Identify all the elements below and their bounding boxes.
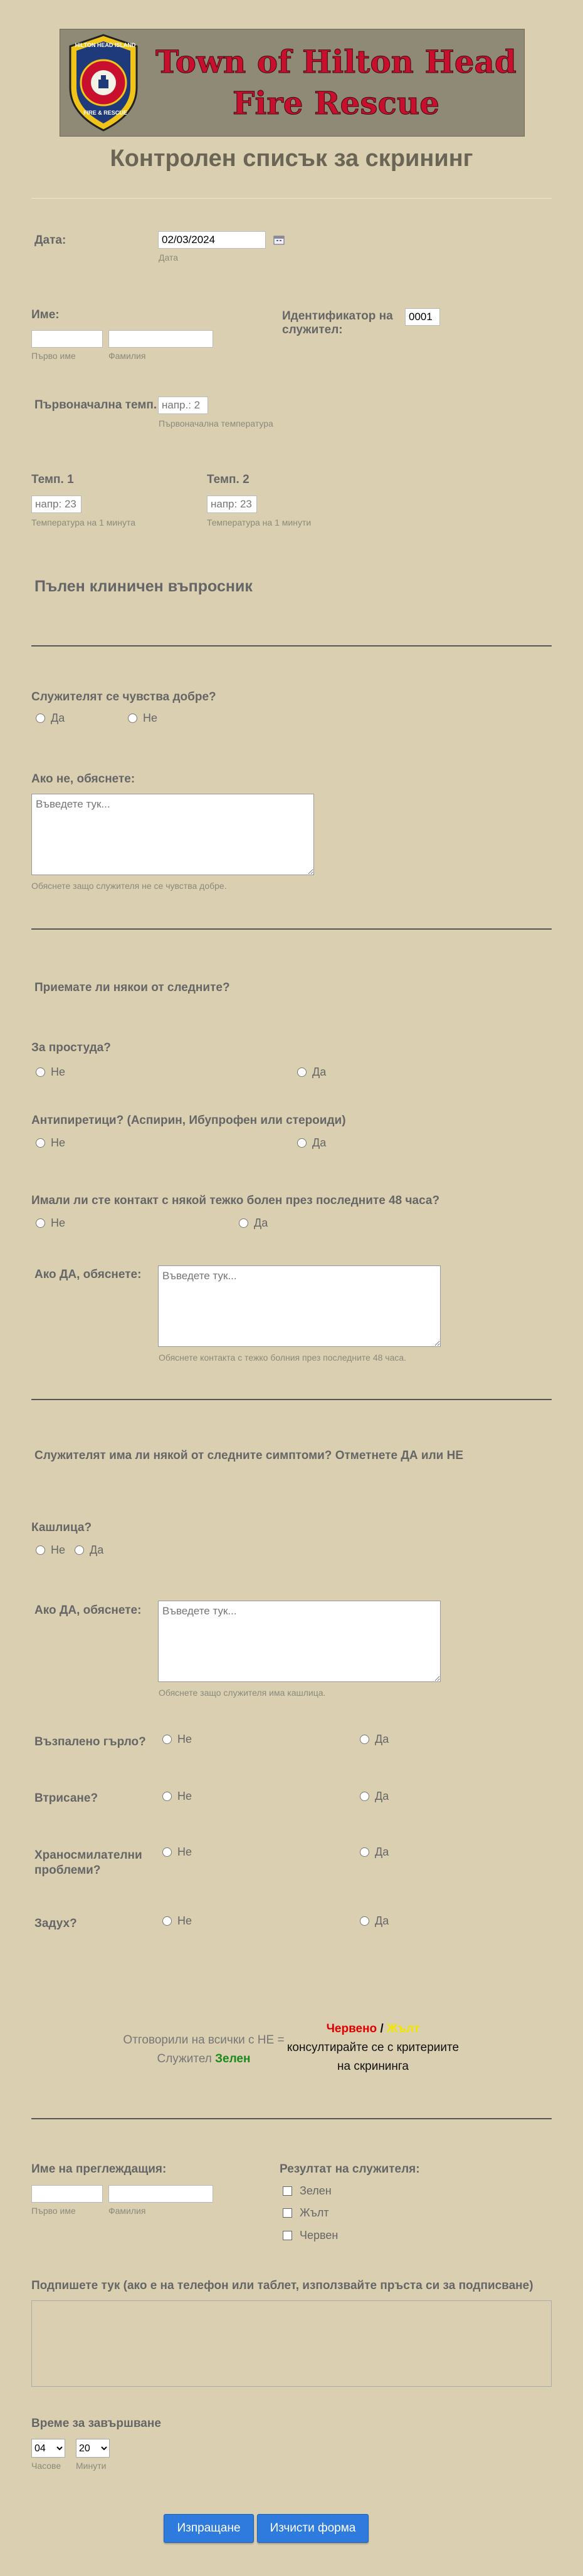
- radio-circle[interactable]: [239, 1218, 248, 1228]
- cold-no-radio[interactable]: [36, 1066, 65, 1079]
- radio-circle[interactable]: [36, 1138, 45, 1148]
- checkbox-box[interactable]: [283, 2208, 292, 2218]
- sore-throat-label: Възпалено гърло?: [34, 1735, 146, 1748]
- radio-circle[interactable]: [36, 1218, 45, 1228]
- radio-label: Да: [51, 712, 65, 724]
- date-input[interactable]: [158, 231, 266, 249]
- contact-explain-textarea[interactable]: [158, 1265, 441, 1347]
- temp1-sublabel: Температура на 1 минута: [31, 517, 135, 527]
- if-not-label: Ако не, обяснете:: [31, 772, 135, 786]
- radio-label: Да: [375, 1733, 389, 1745]
- banner-line-1: Town of Hilton Head: [155, 43, 517, 80]
- breath-no-radio[interactable]: [162, 1914, 192, 1928]
- divider: [31, 2118, 552, 2119]
- banner-line-2: Fire Rescue: [232, 85, 440, 122]
- hour-sublabel: Часове: [31, 2461, 61, 2471]
- cough-yes-radio[interactable]: [75, 1544, 103, 1557]
- reviewer-last-sublabel: Фамилия: [108, 2206, 146, 2216]
- employee-id-input[interactable]: [405, 308, 440, 326]
- contact-explain-sublabel: Обяснете контакта с тежко болния през последните 48 часа.: [159, 1353, 407, 1363]
- result-red-checkbox[interactable]: [283, 2229, 338, 2242]
- first-name-input[interactable]: [31, 330, 103, 348]
- radio-label: Да: [375, 1914, 389, 1927]
- section-symptoms-heading: Служителят има ли някой от следните симптоми? Отметнете ДА или НЕ: [34, 1449, 464, 1462]
- radio-label: Не: [177, 1733, 192, 1745]
- reviewer-first-sublabel: Първо име: [31, 2206, 76, 2216]
- summary-green-text: Зелен: [215, 2052, 251, 2065]
- if-not-sublabel: Обяснете защо служителя не се чувства добре.: [31, 881, 227, 891]
- signature-pad[interactable]: [31, 2300, 552, 2387]
- radio-circle[interactable]: [162, 1735, 172, 1744]
- summary-slash: /: [380, 2022, 384, 2035]
- radio-label: Да: [312, 1066, 327, 1078]
- employee-id-label: Идентификатор на служител:: [282, 309, 393, 336]
- digestive-yes-radio[interactable]: [360, 1846, 389, 1859]
- summary-right-line3: на скрининга: [337, 2060, 409, 2073]
- radio-label: Да: [90, 1544, 104, 1556]
- checkbox-label: Зелен: [300, 2184, 332, 2197]
- radio-circle[interactable]: [360, 1735, 369, 1744]
- radio-label: Да: [254, 1217, 268, 1229]
- cold-yes-radio[interactable]: [297, 1066, 326, 1079]
- logo-text-top: HILTON HEAD ISLAND: [75, 42, 136, 48]
- page-title: Контролен списък за скрининг: [110, 145, 473, 172]
- chills-no-radio[interactable]: [162, 1790, 192, 1803]
- summary-red-text: Червено: [326, 2022, 377, 2035]
- radio-circle[interactable]: [360, 1792, 369, 1801]
- last-name-sublabel: Фамилия: [108, 351, 146, 361]
- antipyretics-label: Антипиретици? (Аспирин, Ибупрофен или стероиди): [31, 1114, 346, 1127]
- completion-label: Време за завършване: [31, 2417, 161, 2430]
- logo-text-bottom: FIRE & RESCUE: [83, 110, 127, 116]
- radio-label: Не: [51, 1136, 66, 1149]
- divider: [31, 1399, 552, 1400]
- submit-button[interactable]: Изпращане: [164, 2514, 254, 2543]
- initial-temp-sublabel: Първоначална температура: [159, 418, 273, 428]
- first-name-sublabel: Първо име: [31, 351, 76, 361]
- checkbox-box[interactable]: [283, 2186, 292, 2196]
- cough-explain-label: Ако ДА, обяснете:: [34, 1604, 142, 1617]
- cough-label: Кашлица?: [31, 1521, 92, 1534]
- feels-well-yes-radio[interactable]: [36, 712, 65, 725]
- radio-label: Да: [375, 1846, 389, 1858]
- radio-label: Не: [51, 1066, 66, 1078]
- radio-circle[interactable]: [360, 1916, 369, 1926]
- feels-well-label: Служителят се чувства добре?: [31, 690, 216, 704]
- radio-circle[interactable]: [162, 1916, 172, 1926]
- divider: [31, 928, 552, 930]
- contact-explain-label: Ако ДА, обяснете:: [34, 1268, 142, 1281]
- summary-right-line1: [282, 2020, 464, 2038]
- radio-circle[interactable]: [297, 1138, 307, 1148]
- radio-label: Не: [51, 1217, 66, 1229]
- last-name-input[interactable]: [108, 330, 213, 348]
- summary-right-line2: консултирайте се с критериите: [286, 2041, 460, 2054]
- radio-label: Не: [177, 1790, 192, 1802]
- summary-left: [119, 2031, 288, 2069]
- minute-select[interactable]: [76, 2439, 110, 2458]
- radio-label: Да: [375, 1790, 389, 1802]
- reviewer-label: Име на преглеждащия:: [31, 2163, 167, 2176]
- sore-throat-no-radio[interactable]: [162, 1733, 192, 1746]
- minute-sublabel: Минути: [76, 2461, 107, 2471]
- name-label: Име:: [31, 308, 60, 321]
- result-yellow-checkbox[interactable]: [283, 2206, 329, 2220]
- chills-yes-radio[interactable]: [360, 1790, 389, 1803]
- digestive-label: Храносмилателни проблеми?: [34, 1849, 142, 1877]
- result-label: Резултат на служителя:: [280, 2163, 420, 2176]
- summary-left-prefix: Служител: [157, 2052, 212, 2065]
- contact-yes-radio[interactable]: [239, 1217, 268, 1230]
- checkbox-label: Червен: [300, 2229, 339, 2241]
- temp2-sublabel: Температура на 1 минути: [207, 517, 312, 527]
- contact-no-radio[interactable]: [36, 1217, 65, 1230]
- radio-circle[interactable]: [36, 1545, 45, 1555]
- radio-circle[interactable]: [162, 1847, 172, 1857]
- cold-label: За простуда?: [31, 1041, 111, 1054]
- signature-label: Подпишете тук (ако е на телефон или таблет, използвайте пръста си за подписване): [31, 2279, 533, 2292]
- checkbox-label: Жълт: [300, 2206, 329, 2219]
- summary-yellow-text: Жълт: [387, 2022, 420, 2035]
- reviewer-last-name-input[interactable]: [108, 2185, 213, 2203]
- initial-temp-label: Първоначална темп.: [34, 398, 157, 412]
- cough-explain-textarea[interactable]: [158, 1601, 441, 1682]
- date-sublabel: Дата: [159, 252, 179, 262]
- cough-explain-sublabel: Обяснете защо служителя има кашлица.: [159, 1688, 326, 1698]
- radio-label: Не: [177, 1914, 192, 1927]
- reviewer-first-name-input[interactable]: [31, 2185, 103, 2203]
- hour-select[interactable]: [31, 2439, 65, 2458]
- radio-label: Не: [143, 712, 158, 724]
- title-divider: [31, 198, 552, 199]
- summary-left-line1: Отговорили на всички с НЕ =: [123, 2033, 285, 2047]
- breath-label: Задух?: [34, 1917, 77, 1930]
- clear-form-button[interactable]: Изчисти форма: [257, 2514, 369, 2543]
- if-not-textarea[interactable]: [31, 794, 314, 875]
- temp1-input[interactable]: [31, 496, 81, 513]
- radio-label: Не: [177, 1846, 192, 1858]
- chills-label: Втрисане?: [34, 1792, 98, 1805]
- summary-right: [282, 2020, 464, 2076]
- radio-circle[interactable]: [128, 714, 137, 723]
- radio-circle[interactable]: [75, 1545, 84, 1555]
- radio-circle[interactable]: [162, 1792, 172, 1801]
- section-taking-heading: Приемате ли някои от следните?: [34, 981, 230, 994]
- header-banner: [60, 29, 525, 137]
- antipyretics-no-radio[interactable]: [36, 1136, 65, 1150]
- initial-temp-input[interactable]: [158, 397, 208, 414]
- breath-yes-radio[interactable]: [360, 1914, 389, 1928]
- feels-well-no-radio[interactable]: [128, 712, 157, 725]
- antipyretics-yes-radio[interactable]: [297, 1136, 326, 1150]
- divider: [31, 645, 552, 647]
- radio-circle[interactable]: [36, 714, 45, 723]
- cough-no-radio[interactable]: [36, 1544, 65, 1557]
- temp1-label: Темп. 1: [31, 473, 74, 486]
- date-label: Дата:: [34, 234, 66, 247]
- digestive-no-radio[interactable]: [162, 1846, 192, 1859]
- temp2-label: Темп. 2: [207, 473, 249, 486]
- radio-circle[interactable]: [36, 1067, 45, 1077]
- radio-label: Не: [51, 1544, 66, 1556]
- contact-label: Имали ли сте контакт с някой тежко болен през последните 48 часа?: [31, 1194, 440, 1207]
- result-green-checkbox[interactable]: [283, 2184, 332, 2198]
- summary-left-line2: [119, 2050, 288, 2069]
- sore-throat-yes-radio[interactable]: [360, 1733, 389, 1746]
- radio-circle[interactable]: [360, 1847, 369, 1857]
- checkbox-box[interactable]: [283, 2231, 292, 2240]
- radio-label: Да: [312, 1136, 327, 1149]
- section-clinical-heading: Пълен клиничен въпросник: [34, 578, 253, 595]
- radio-circle[interactable]: [297, 1067, 307, 1077]
- temp2-input[interactable]: [207, 496, 257, 513]
- calendar-icon[interactable]: [273, 235, 285, 245]
